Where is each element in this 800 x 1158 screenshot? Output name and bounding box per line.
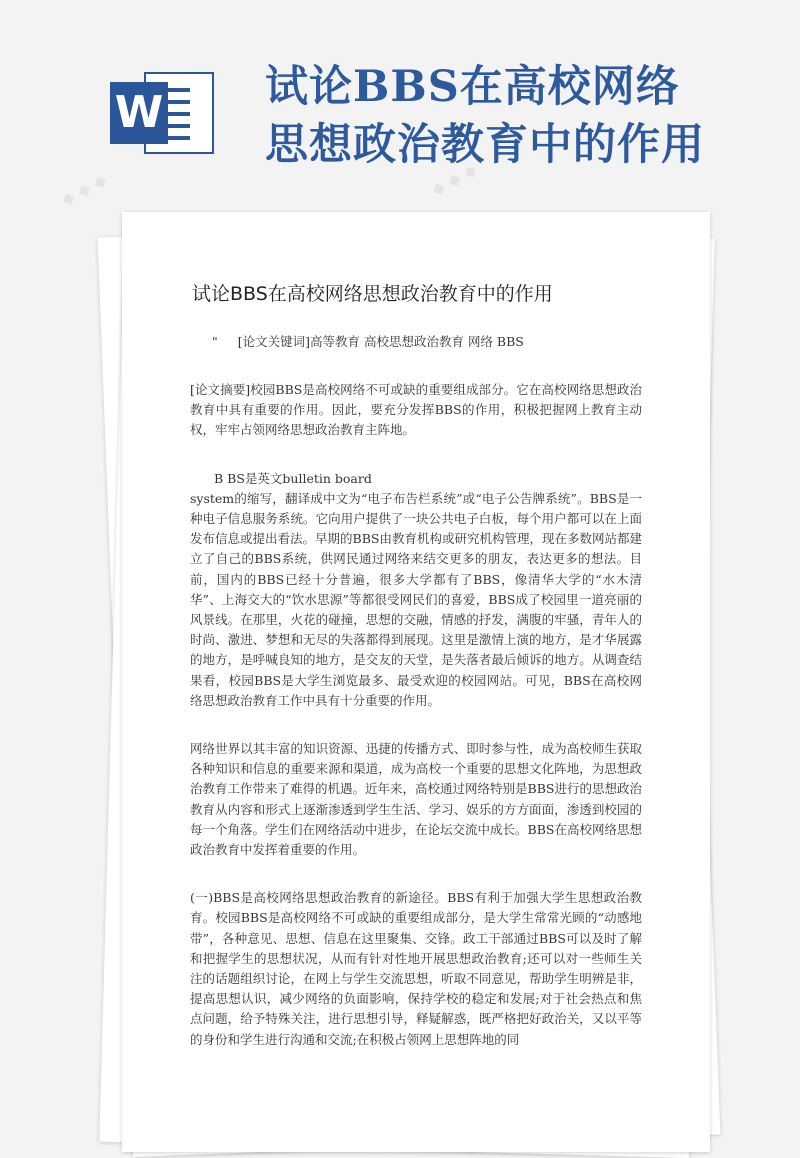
watermark: ◆ ◆ ◆ <box>58 169 110 210</box>
word-badge: W <box>110 82 168 144</box>
header-title <box>265 58 785 174</box>
paragraph-1 <box>190 469 642 711</box>
document-title: 试论BBS在高校网络思想政治教育中的作用 <box>192 283 553 305</box>
paragraph-1-lead: B BS是英文bulletin board <box>214 470 372 486</box>
header-title-line1: 试论BBS在高校网络 <box>265 62 680 112</box>
paragraph-1-body: system的缩写，翻译成中文为“电子布告栏系统”或“电子公告牌系统”。BBS是一种电子信息服务系统。它向用户提供了一块公共电子白板，每个用户都可以在上面发布信息或提出看法。早期的BBS由教育机构或研究机构管理，现在多数网站都建立了自己的BBS系统，供网民通过网络来结交更多的朋友，表达更多的想法。目前，国内的BBS已经十分普遍，很多大学都有了BBS，像清华大学的“水木清华”、上海交大的“饮水思源”等都很受网民们的喜爱，BBS成了校园里一道亮丽的风景线。在那里，火花的碰撞，思想的交融，情感的抒发，满腹的牢骚，青年人的时尚、激进、梦想和无尽的失落都得到展现。这里是激情上演的地方，是才华展露的地方，是呼喊良知的地方，是交友的天堂，是失落者最后倾诉的地方。从调查结果看，校园BBS是大学生浏览最多、最受欢迎的校园网站。可见，BBS在高校网络思想政治教育工作中具有十分重要的作用。 <box>190 490 642 708</box>
keywords-text: [论文关键词]高等教育 高校思想政治教育 网络 BBS <box>237 334 524 349</box>
paragraph-3: (一)BBS是高校网络思想政治教育的新途径。BBS有利于加强大学生思想政治教育。校园BBS是高校网络不可或缺的重要组成部分，是大学生常常光顾的“动感地带”，各种意见、思想、信息在这里聚集、交锋。政工干部通过BBS可以及时了解和把握学生的思想状况，从而有针对性地开展思想政治教育;还可以对一些师生关注的话题组织讨论，在网上与学生交流思想，听取不同意见，帮助学生明辨是非，提高思想认识，减少网络的负面影响，保持学校的稳定和发展;对于社会热点和焦点问题，给予特殊关注，进行思想引导，释疑解惑，既严格把好政治关，又以平等的身份和学生进行沟通和交流;在积极占领网上思想阵地的同 <box>190 890 642 1047</box>
watermark: ◆ ◆ ◆ <box>428 159 480 200</box>
abstract-paragraph: [论文摘要]校园BBS是高校网络不可或缺的重要组成部分。它在高校网络思想政治教育中具有重要的作用。因此，要充分发挥BBS的作用，积极把握网上教育主动权，牢牢占领网络思想政治教育主阵地。 <box>190 382 642 438</box>
document-body <box>190 280 642 1064</box>
keywords-mark: " <box>212 334 218 349</box>
word-logo-icon <box>106 68 216 158</box>
paragraph-2: 网络世界以其丰富的知识资源、迅捷的传播方式、即时参与性，成为高校师生获取各种知识和信息的重要来源和渠道，成为高校一个重要的思想文化阵地，为思想政治教育工作带来了难得的机遇。近年来，高校通过网络特别是BBS进行的思想政治教育从内容和形式上逐渐渗透到学生生活、学习、娱乐的方方面面，渗透到校园的每一个角落。学生们在网络活动中进步，在论坛交流中成长。BBS在高校网络思想政治教育中发挥着重要的作用。 <box>190 741 642 858</box>
header-title-line2: 思想政治教育中的作用 <box>265 120 705 170</box>
keywords-line <box>212 332 642 350</box>
